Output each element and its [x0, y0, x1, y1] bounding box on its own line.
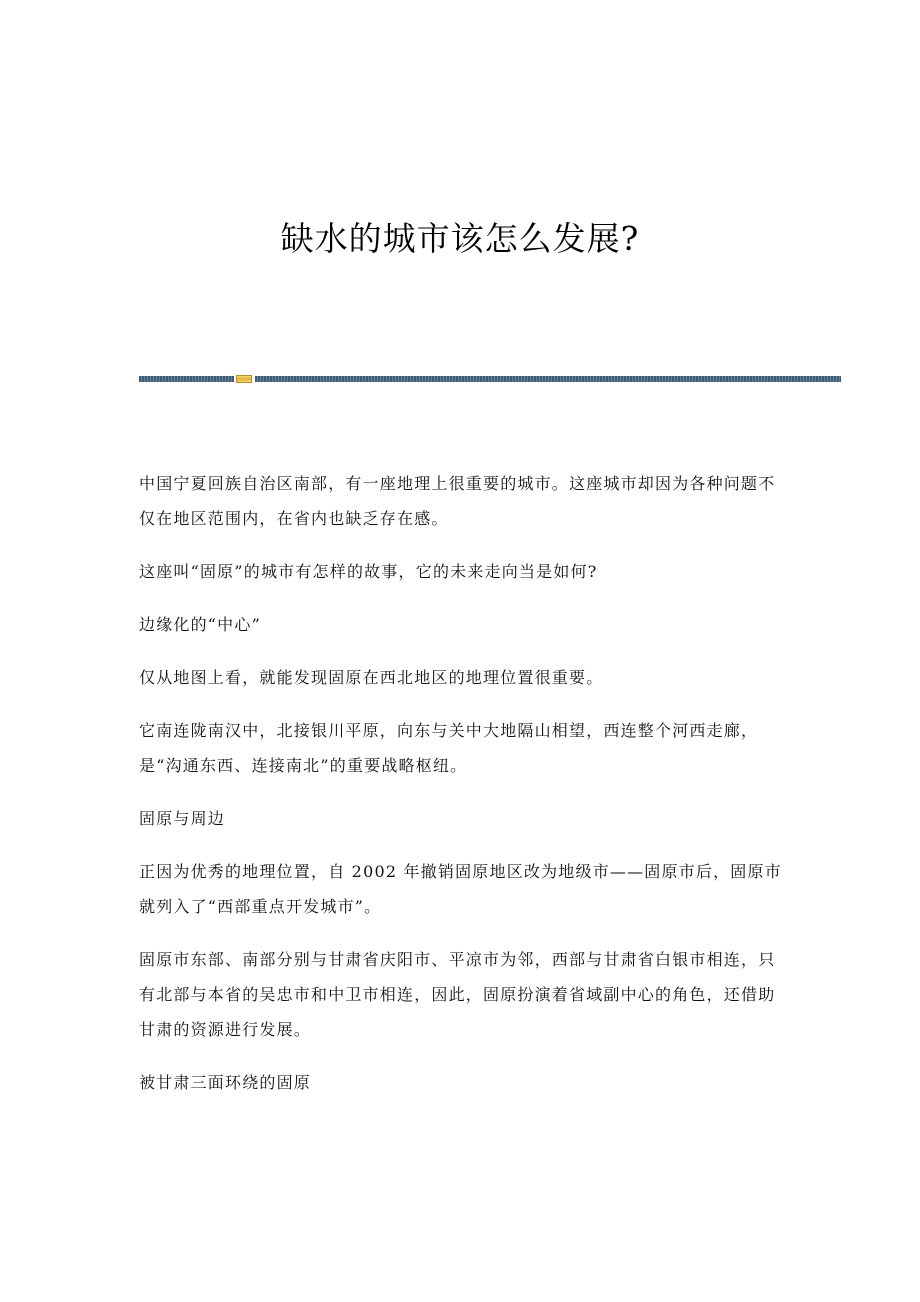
article-body — [139, 466, 789, 1118]
page-title: 缺水的城市该怎么发展? — [280, 219, 640, 258]
paragraph-map: 仅从地图上看，就能发现固原在西北地区的地理位置很重要。 — [139, 668, 604, 687]
paragraph-neighbors: 固原市东部、南部分别与甘肃省庆阳市、平凉市为邻，西部与甘肃省白银市相连，只有北部与本省的吴忠市和中卫市相连，因此，固原扮演着省域副中心的角色，还借助甘肃的资源进行发展。 — [139, 950, 776, 1039]
paragraph-intro: 中国宁夏回族自治区南部，有一座地理上很重要的城市。这座城市却因为各种问题不仅在地区范围内，在省内也缺乏存在感。 — [139, 474, 776, 528]
caption-surrounded: 被甘肃三面环绕的固原 — [139, 1073, 312, 1092]
paragraph-question: 这座叫“固原”的城市有怎样的故事，它的未来走向当是如何? — [139, 562, 598, 581]
divider-bar-left — [139, 376, 234, 382]
paragraph-development: 正因为优秀的地理位置，自 2002 年撤销固原地区改为地级市——固原市后，固原市就列入了“西部重点开发城市”。 — [139, 862, 782, 916]
caption-surroundings: 固原与周边 — [139, 809, 226, 828]
paragraph-location: 它南连陇南汉中，北接银川平原，向东与关中大地隔山相望，西连整个河西走廊，是“沟通东西、连接南北”的重要战略枢纽。 — [139, 721, 759, 775]
divider-ornament-icon — [236, 375, 252, 383]
section-divider — [139, 375, 841, 383]
subheading-center: 边缘化的“中心” — [139, 615, 261, 634]
divider-bar-right — [255, 376, 841, 382]
